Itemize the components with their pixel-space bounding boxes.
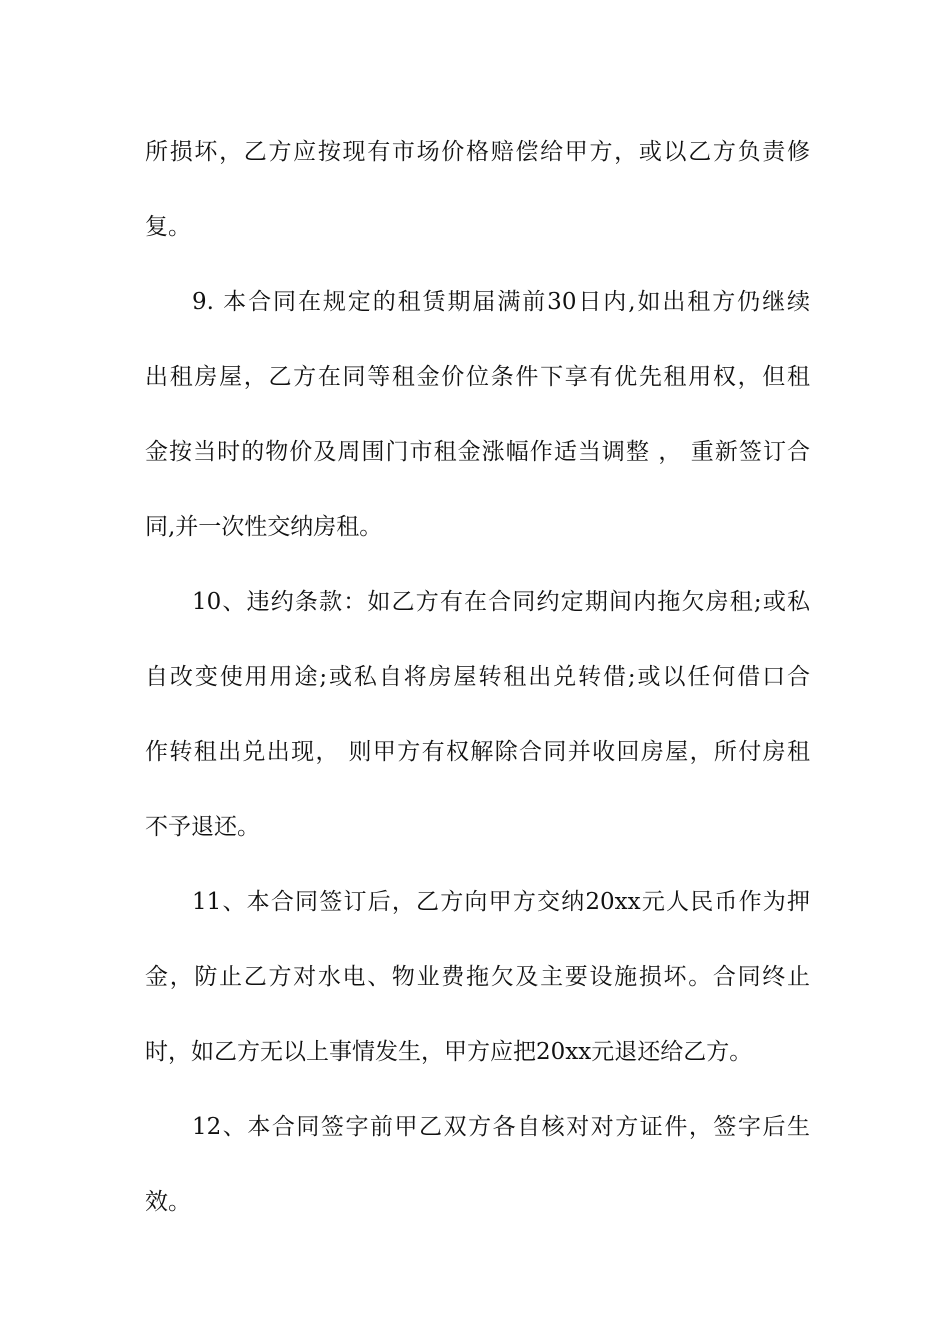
paragraph-12-start: 12、本合同签字前甲乙双方各自核对对方证件，签字后生 [192,1114,810,1140]
text-line: 自改变使用用途;或私自将房屋转租出兑转借;或以任何借口合 [145,664,810,690]
text-line: 金按当时的物价及周围门市租金涨幅作适当调整 ， 重新签订合 [145,439,810,465]
text-line: 不予退还。 [145,814,260,840]
text-line: 所损坏，乙方应按现有市场价格赔偿给甲方，或以乙方负责修 [145,139,810,165]
paragraph-11-start: 11、本合同签订后，乙方向甲方交纳20xx元人民币作为押 [192,889,810,915]
paragraph-10-start: 10、违约条款：如乙方有在合同约定期间内拖欠房租;或私 [192,589,810,615]
text-line: 金，防止乙方对水电、物业费拖欠及主要设施损坏。合同终止 [145,964,810,990]
paragraph-9-start: 9. 本合同在规定的租赁期届满前30日内,如出租方仍继续 [192,289,810,315]
text-line: 效。 [145,1189,191,1215]
text-line: 同,并一次性交纳房租。 [145,514,383,540]
text-line: 复。 [145,214,191,240]
text-line: 作转租出兑出现， 则甲方有权解除合同并收回房屋，所付房租 [145,739,810,765]
text-line: 出租房屋，乙方在同等租金价位条件下享有优先租用权，但租 [145,364,810,390]
text-line: 时，如乙方无以上事情发生，甲方应把20xx元退还给乙方。 [145,1039,753,1065]
